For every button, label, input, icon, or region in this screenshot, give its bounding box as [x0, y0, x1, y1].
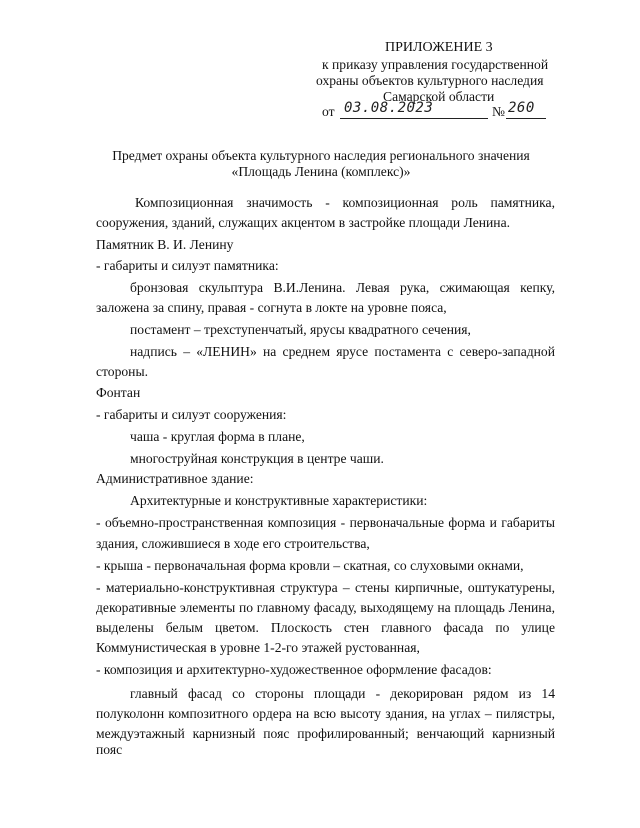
admin-item-2: - крыша - первоначальная форма кровли – скатная, со слуховыми окнами, — [96, 558, 524, 573]
admin-subheading: Архитектурные и конструктивные характеристики: — [130, 493, 428, 508]
admin-item-1-line-1: - объемно-пространственная композиция - первоначальные форма и габариты — [96, 515, 555, 530]
date-prefix: от — [322, 104, 335, 119]
handwritten-date: 03.08.2023 — [344, 100, 434, 116]
monument-dims: - габариты и силуэт памятника: — [96, 258, 279, 273]
admin-item-5-line-1: главный фасад со стороны площади - декорирован рядом из 14 — [130, 686, 555, 701]
admin-item-1-line-2: здания, сложившиеся в ходе его строительства, — [96, 536, 370, 551]
monument-desc-3-line-1: надпись – «ЛЕНИН» на среднем ярусе постамента с северо-западной — [130, 344, 555, 359]
monument-desc-1-line-1: бронзовая скульптура В.И.Ленина. Левая рука, сжимающая кепку, — [130, 280, 555, 295]
fountain-dims: - габариты и силуэт сооружения: — [96, 407, 287, 422]
date-underline — [340, 118, 488, 119]
admin-item-5-line-3: междуэтажный карнизный пояс профилированный; венчающий карнизный пояс — [96, 726, 555, 757]
admin-item-3-line-4: Коммунистическая в уровне 1-2-го этажей рустованная, — [96, 640, 420, 655]
header-line-1: к приказу управления государственной — [322, 57, 549, 72]
monument-heading: Памятник В. И. Ленину — [96, 237, 234, 252]
admin-item-4: - композиция и архитектурно-художественное оформление фасадов: — [96, 662, 492, 677]
appendix-label: ПРИЛОЖЕНИЕ 3 — [385, 40, 493, 55]
monument-desc-3-line-2: стороны. — [96, 364, 148, 379]
admin-heading: Административное здание: — [96, 471, 254, 486]
monument-desc-2: постамент – трехступенчатый, ярусы квадратного сечения, — [130, 322, 471, 337]
paragraph-1-line-2: сооружения, зданий, служащих акцентом в застройке площади Ленина. — [96, 215, 511, 230]
admin-item-3-line-3: выделены белым цветом. Плоскость стен главного фасада по улице — [96, 620, 555, 635]
admin-item-3-line-1: - материально-конструктивная структура – стены кирпичные, оштукатурены, — [96, 580, 555, 595]
header-line-2: охраны объектов культурного наследия — [316, 73, 544, 88]
handwritten-number: 260 — [508, 100, 535, 116]
admin-item-5-line-2: полуколонн композитного ордера на всю высоту здания, на углах – пилястры, — [96, 706, 555, 721]
title-line-1: Предмет охраны объекта культурного наследия регионального значения — [112, 148, 530, 163]
fountain-desc-2: многоструйная конструкция в центре чаши. — [130, 451, 384, 466]
fountain-heading: Фонтан — [96, 385, 141, 400]
admin-item-3-line-2: декоративные элементы по главному фасаду, выходящему на площадь Ленина, — [96, 600, 555, 615]
number-underline — [506, 118, 546, 119]
header-line-3: Самарской области — [383, 89, 495, 104]
number-prefix: № — [492, 104, 505, 119]
fountain-desc-1: чаша - круглая форма в плане, — [130, 429, 305, 444]
monument-desc-1-line-2: заложена за спину, правая - согнута в локте на уровне пояса, — [96, 300, 447, 315]
paragraph-1-line-1: Композиционная значимость - композиционная роль памятника, — [135, 195, 555, 210]
title-line-2: «Площадь Ленина (комплекс)» — [231, 164, 411, 179]
